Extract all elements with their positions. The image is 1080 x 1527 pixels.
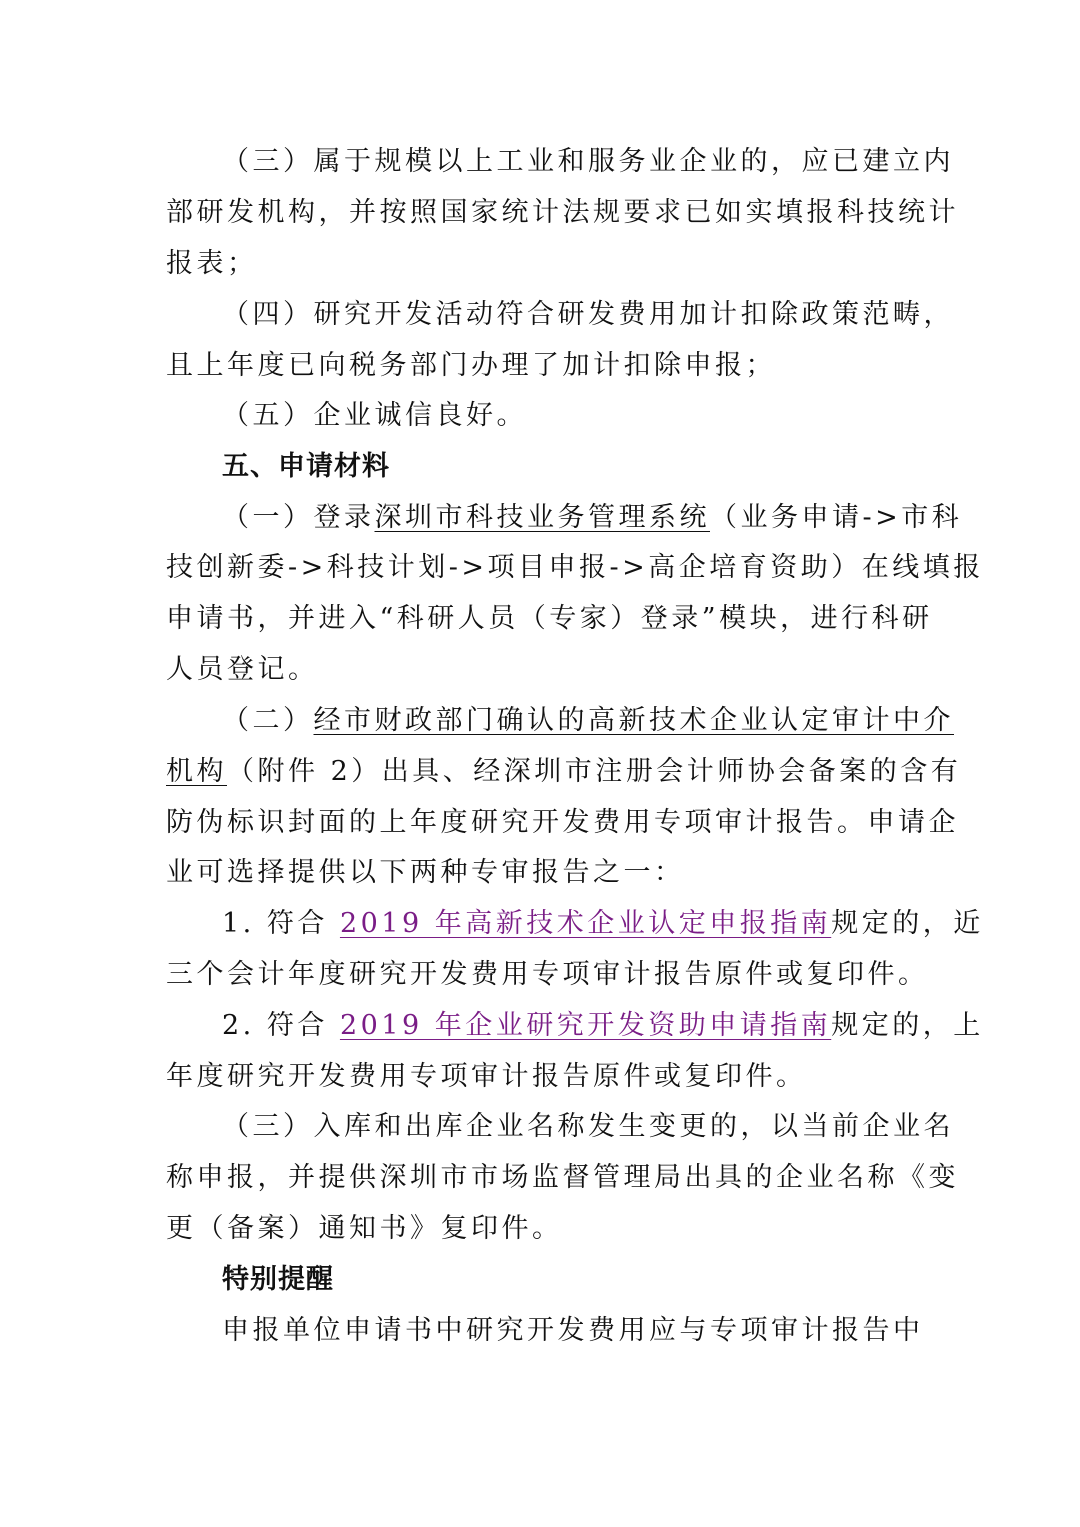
- section-heading: 五、申请材料: [222, 451, 390, 482]
- section-heading: 特别提醒: [222, 1264, 334, 1295]
- paragraph-line: [222, 906, 984, 942]
- paragraph-line: 报表；: [166, 248, 258, 279]
- text-span: （附件 2）出具、经深圳市注册会计师协会备案的含有: [227, 756, 962, 787]
- audit-agency-link[interactable]: 经市财政部门确认的高新技术企业认定审计中介: [313, 705, 954, 736]
- paragraph-line: 部研发机构，并按照国家统计法规要求已如实填报科技统计: [166, 197, 959, 228]
- audit-agency-link[interactable]: 机构: [166, 756, 227, 787]
- paragraph-line: 申报单位申请书中研究开发费用应与专项审计报告中: [222, 1315, 924, 1346]
- text-span: （业务申请->市科: [710, 502, 963, 533]
- paragraph-line: 业可选择提供以下两种专审报告之一：: [166, 857, 685, 888]
- text-span: （一）登录: [222, 502, 375, 533]
- paragraph-line: [222, 500, 962, 536]
- paragraph-line: 技创新委->科技计划->项目申报->高企培育资助）在线填报: [166, 552, 984, 583]
- text-span: 2. 符合: [222, 1010, 340, 1041]
- paragraph-line: 三个会计年度研究开发费用专项审计报告原件或复印件。: [166, 959, 929, 990]
- paragraph-line: （三）入库和出库企业名称发生变更的，以当前企业名: [222, 1111, 954, 1142]
- paragraph-line: 年度研究开发费用专项审计报告原件或复印件。: [166, 1061, 807, 1092]
- paragraph-line: 申请书，并进入“科研人员（专家）登录”模块，进行科研: [166, 603, 933, 634]
- paragraph-line: [222, 1008, 984, 1044]
- paragraph-line: 称申报，并提供深圳市市场监督管理局出具的企业名称《变: [166, 1162, 959, 1193]
- paragraph-line: （三）属于规模以上工业和服务业企业的，应已建立内: [222, 146, 954, 177]
- guide-link-hightech[interactable]: 2019 年高新技术企业认定申报指南: [339, 908, 832, 939]
- paragraph-line: 更（备案）通知书》复印件。: [166, 1213, 563, 1244]
- paragraph-line: [166, 754, 961, 790]
- paragraph-line: [222, 703, 954, 739]
- paragraph-line: （四）研究开发活动符合研发费用加计扣除政策范畴，: [222, 299, 954, 330]
- paragraph-line: （五）企业诚信良好。: [222, 400, 527, 431]
- text-span: （二）: [222, 705, 314, 736]
- guide-link-rd-funding[interactable]: 2019 年企业研究开发资助申请指南: [339, 1010, 832, 1041]
- paragraph-line: 防伪标识封面的上年度研究开发费用专项审计报告。申请企: [166, 807, 959, 838]
- paragraph-line: 人员登记。: [166, 654, 319, 685]
- system-link[interactable]: 深圳市科技业务管理系统: [374, 502, 710, 533]
- text-span: 1. 符合: [222, 908, 340, 939]
- text-span: 规定的，近: [831, 908, 984, 939]
- text-span: 规定的，上: [831, 1010, 984, 1041]
- paragraph-line: 且上年度已向税务部门办理了加计扣除申报；: [166, 350, 776, 381]
